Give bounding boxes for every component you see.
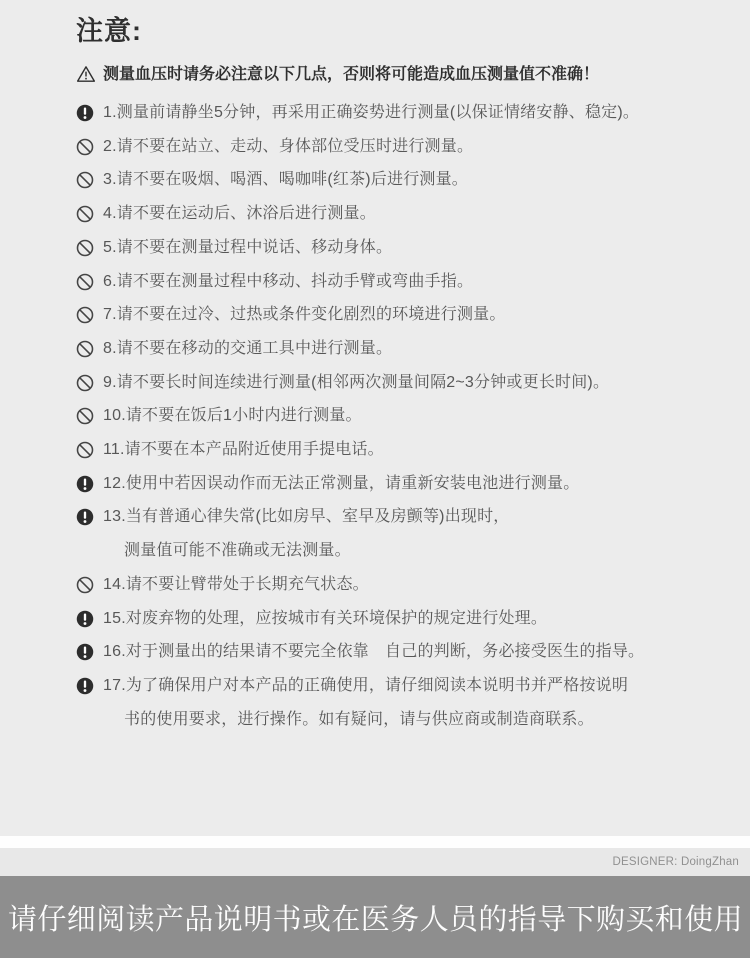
exclamation-circle-icon (76, 508, 94, 526)
notice-item (76, 332, 732, 366)
notice-item-text: 8.请不要在移动的交通工具中进行测量。 (103, 339, 393, 357)
prohibition-icon (76, 306, 94, 324)
notice-item (76, 265, 732, 299)
warning-triangle-icon (76, 64, 96, 84)
notice-item-text: 17.为了确保用户对本产品的正确使用，请仔细阅读本说明书并严格按说明 书的使用要求，进行操作。如有疑问，请与供应商或制造商联系。 (103, 676, 629, 728)
notice-item-text: 12.使用中若因误动作而无法正常测量，请重新安装电池进行测量。 (103, 474, 580, 492)
exclamation-circle-icon (76, 475, 94, 493)
notice-item-text: 2.请不要在站立、走动、身体部位受压时进行测量。 (103, 137, 474, 155)
notice-item-text: 6.请不要在测量过程中移动、抖动手臂或弯曲手指。 (103, 272, 474, 290)
warning-row (76, 64, 732, 86)
notice-item (76, 669, 732, 736)
notice-item (76, 366, 732, 400)
warning-text: 测量血压时请务必注意以下几点，否则将可能造成血压测量值不准确！ (103, 66, 600, 83)
notice-item (76, 399, 732, 433)
notice-item (76, 96, 732, 130)
designer-credit: DESIGNER: DoingZhan (612, 856, 739, 868)
notice-item-text: 14.请不要让臂带处于长期充气状态。 (103, 575, 369, 593)
notice-item (76, 467, 732, 501)
prohibition-icon (76, 171, 94, 189)
notice-item (76, 163, 732, 197)
notice-item (76, 602, 732, 636)
notice-item (76, 130, 732, 164)
notice-item (76, 635, 732, 669)
bottom-banner-text: 请仔细阅读产品说明书或在医务人员的指导下购买和使用 (8, 903, 744, 936)
notice-item-text: 3.请不要在吸烟、喝酒、喝咖啡(红茶)后进行测量。 (103, 171, 469, 189)
exclamation-circle-icon (76, 610, 94, 628)
prohibition-icon (76, 441, 94, 459)
exclamation-circle-icon (76, 104, 94, 122)
notice-item-text: 5.请不要在测量过程中说话、移动身体。 (103, 238, 393, 256)
notice-item-text: 11.请不要在本产品附近使用手提电话。 (103, 441, 384, 459)
notice-item (76, 568, 732, 602)
notice-item-text: 15.对废弃物的处理，应按城市有关环境保护的规定进行处理。 (103, 609, 548, 627)
notice-item-text: 16.对于测量出的结果请不要完全依靠 自己的判断，务必接受医生的指导。 (103, 643, 645, 661)
notice-item-text: 7.请不要在过冷、过热或条件变化剧烈的环境进行测量。 (103, 306, 506, 324)
notice-item-text: 9.请不要长时间连续进行测量(相邻两次测量间隔2~3分钟或更长时间)。 (103, 373, 610, 391)
prohibition-icon (76, 205, 94, 223)
prohibition-icon (76, 138, 94, 156)
prohibition-icon (76, 374, 94, 392)
notice-item-text: 1.测量前请静坐5分钟，再采用正确姿势进行测量(以保证情绪安静、稳定)。 (103, 104, 640, 121)
prohibition-icon (76, 239, 94, 257)
prohibition-icon (76, 576, 94, 594)
designer-bar (0, 848, 750, 876)
prohibition-icon (76, 407, 94, 425)
notice-list (76, 96, 732, 736)
notice-item-text: 13.当有普通心律失常(比如房早、室早及房颤等)出现时， 测量值可能不准确或无法测量。 (103, 508, 510, 560)
notice-item-text: 10.请不要在饭后1小时内进行测量。 (103, 407, 362, 425)
exclamation-circle-icon (76, 643, 94, 661)
notice-item (76, 197, 732, 231)
page-title: 注意: (76, 16, 142, 46)
exclamation-circle-icon (76, 677, 94, 695)
divider-strip (0, 836, 750, 848)
prohibition-icon (76, 340, 94, 358)
notice-item (76, 500, 732, 567)
prohibition-icon (76, 273, 94, 291)
notice-item-text: 4.请不要在运动后、沐浴后进行测量。 (103, 205, 376, 223)
notice-item (76, 433, 732, 467)
notice-item (76, 298, 732, 332)
notice-item (76, 231, 732, 265)
bottom-banner (0, 876, 750, 958)
